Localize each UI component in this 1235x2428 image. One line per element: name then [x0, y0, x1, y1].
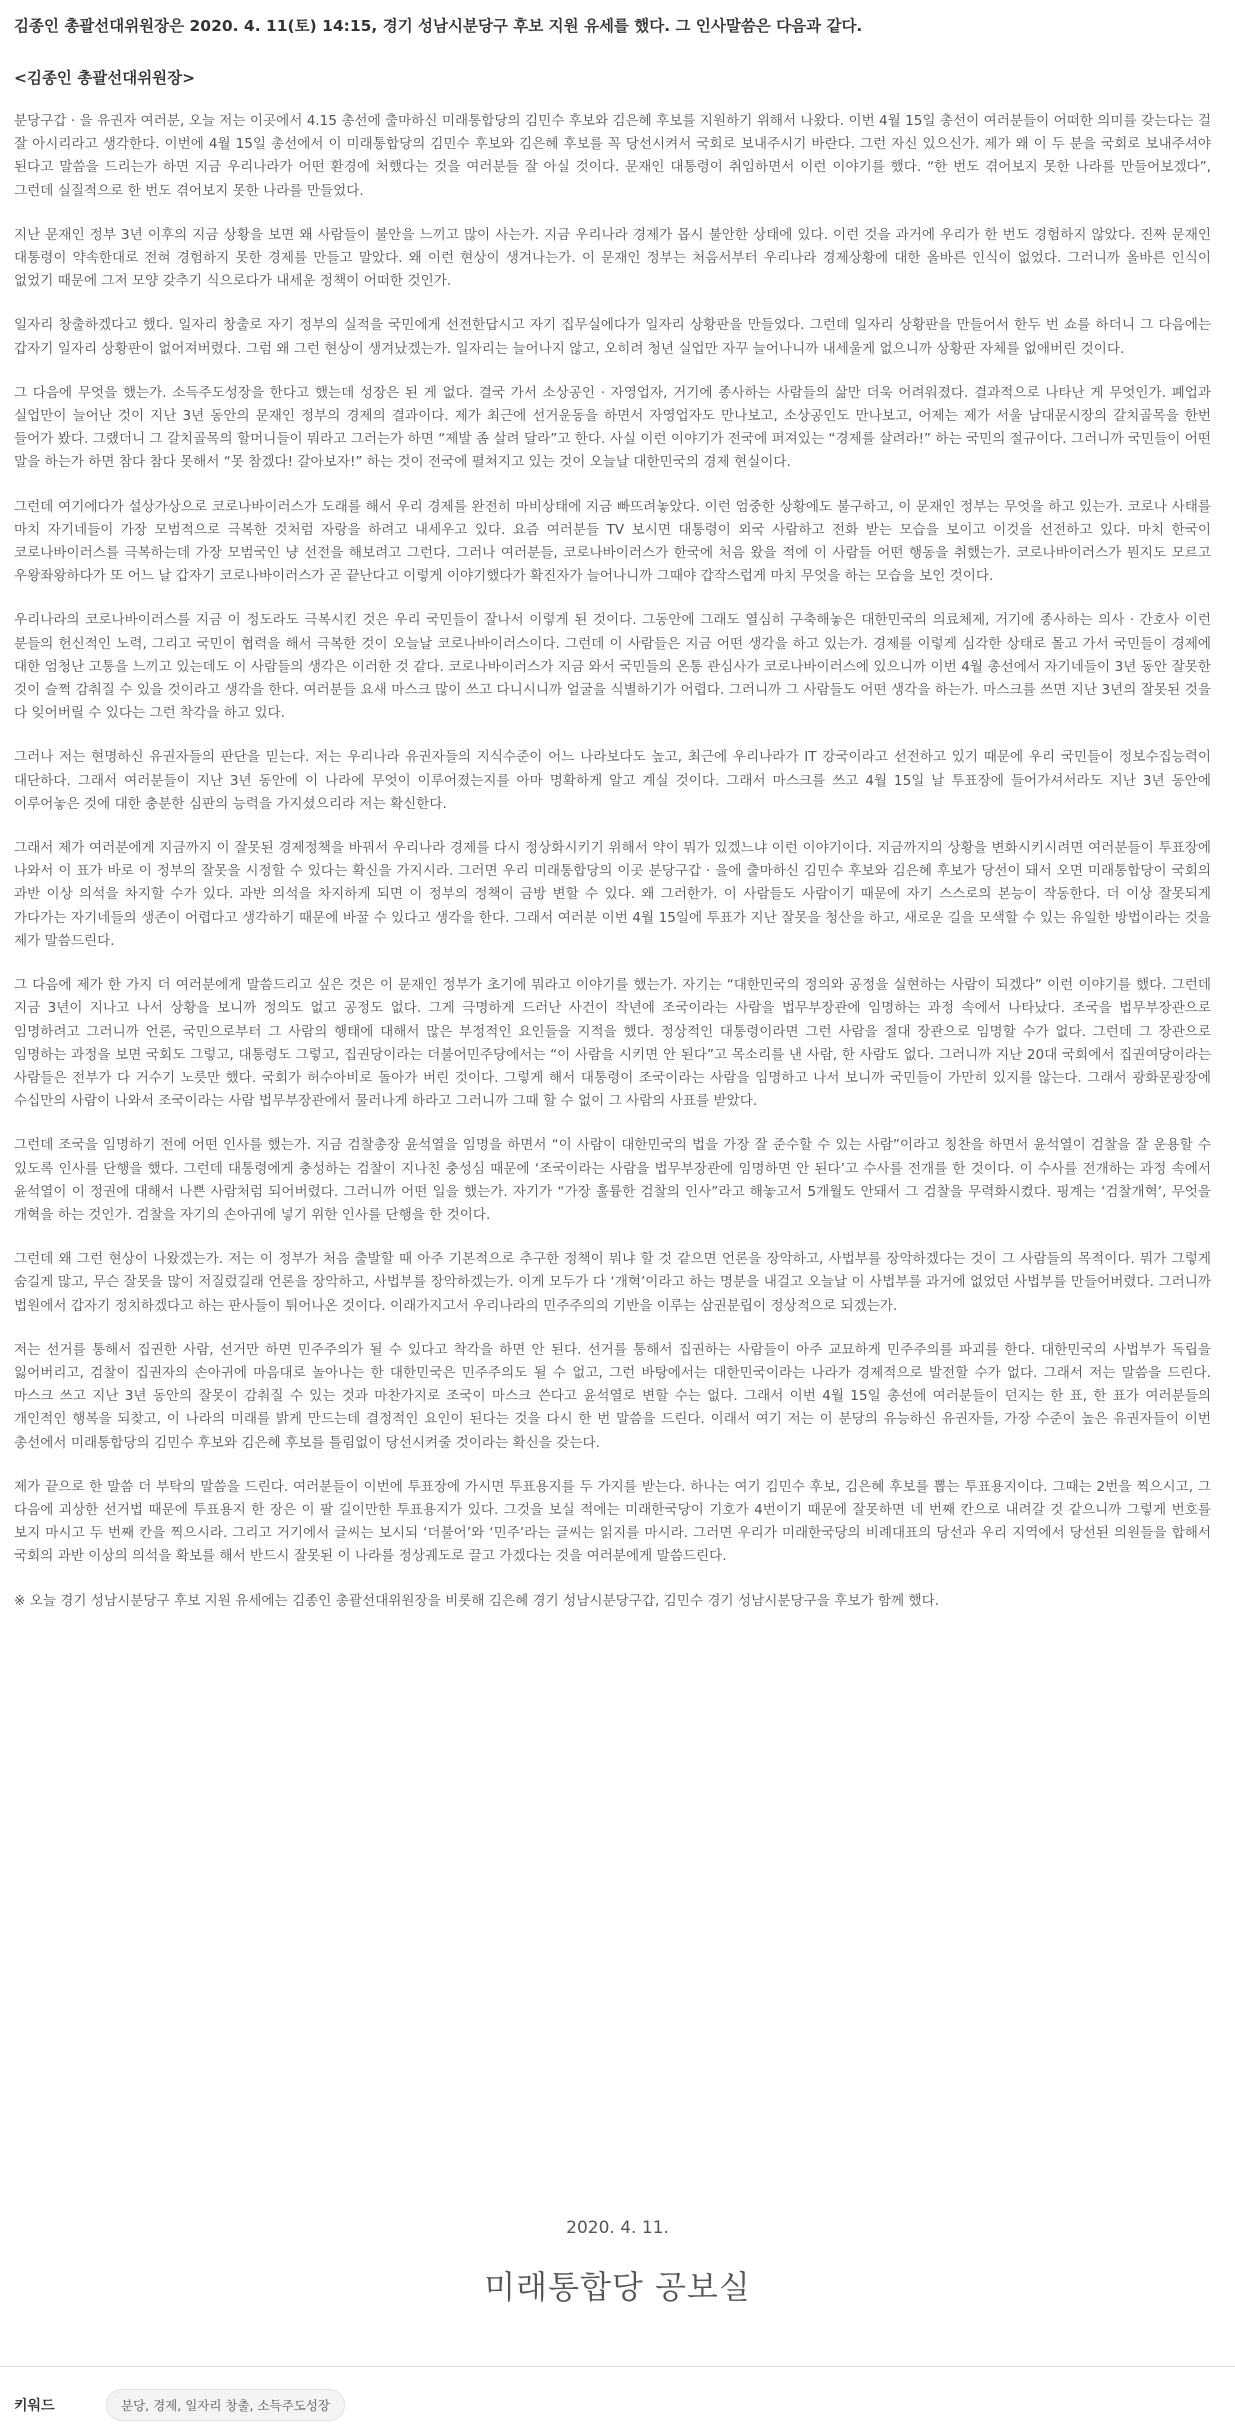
- keyword-tag[interactable]: 분당, 경제, 일자리 창출, 소득주도성장: [106, 2389, 345, 2421]
- paragraph: 그런데 여기에다가 설상가상으로 코로나바이러스가 도래를 해서 우리 경제를 완전히 마비상태에 지금 빠뜨려놓았다. 이런 엄중한 상황에도 불구하고, 이 문재인 정부는 무엇을 하고 있는가. 코로나 사태를 마치 자기네들이 가장 모범적으로 극복한 것처럼 자랑을 하려고 내세우고 있다. 요즘 여러분들 TV 보시면 대통령이 외국 사람하고 전화 받는 모습을 보이고 이것을 선전하고 있다. 마치 한국이 코로나바이러스를 극복하는데 가장 모범국인 냥 선전을 해보려고 그런다. 그러나 여러분들, 코로나바이러스가 한국에 처음 왔을 적에 이 사람들 어떤 행동을 취했는가. 코로나바이러스가 뭔지도 모르고 우왕좌왕하다가 또 어느 날 갑자기 코로나바이러스가 곧 끝난다고 이렇게 이야기했다가 확진자가 늘어나니까 그때야 갑작스럽게 마치 무엇을 하는 모습을 보인 것이다.: [14, 498, 1211, 585]
- speech-body: [14, 110, 1211, 1613]
- issuer-signature: 미래통합당 공보실: [484, 2268, 751, 2306]
- paragraph: 그 다음에 제가 한 가지 더 여러분에게 말씀드리고 싶은 것은 이 문재인 정부가 초기에 뭐라고 이야기를 했는가. 자기는 “대한민국의 정의와 공정을 실현하는 사람이 되겠다” 이런 이야기를 했다. 그런데 지금 3년이 지나고 나서 상황을 보니까 정의도 없고 공정도 없다. 그게 극명하게 드러난 사건이 작년에 조국이라는 사람을 법무부장관에 임명하는 과정 속에서 나타났다. 조국을 법무부장관으로 임명하려고 그러니까 언론, 국민으로부터 그 사람의 행태에 대해서 많은 부정적인 요인들을 지적을 했다. 정상적인 대통령이라면 그런 사람을 절대 장관으로 임명할 수가 없다. 그런데 그 장관으로 임명하는 과정을 보면 국회도 그렇고, 대통령도 그렇고, 집권당이라는 더불어민주당에서는 “이 사람을 시키면 안 된다”고 목소리를 낸 사람, 한 사람도 없다. 그러니까 지난 20대 국회에서 집권여당이라는 사람들은 전부가 다 거수기 노릇만 했다. 국회가 허수아비로 돌아가 버린 것이다. 그렇게 해서 대통령이 조국이라는 사람을 임명하고 나서 보니까 국민들이 가만히 있지를 않는다. 그래서 광화문광장에 수십만의 사람이 나와서 조국이라는 사람 법무부장관에서 물러나게 하라고 그러니까 그때 할 수 없이 그 사람의 사표를 받았다.: [14, 977, 1211, 1110]
- divider: [0, 2366, 1235, 2367]
- release-date: 2020. 4. 11.: [566, 2218, 669, 2238]
- paragraph: 그런데 왜 그런 현상이 나왔겠는가. 저는 이 정부가 처음 출발할 때 아주 기본적으로 추구한 정책이 뭐냐 할 것 같으면 언론을 장악하고, 사법부를 장악하겠다는 것이 그 사람들의 목적이다. 뭐가 그렇게 숨길게 많고, 무슨 잘못을 많이 저질렀길래 언론을 장악하고, 사법부를 장악하겠는가. 이게 모두가 다 ‘개혁’이라고 하는 명분을 내걸고 오늘날 이 사법부를 과거에 없었던 사법부를 만들어버렸다. 그러니까 법원에서 갑자기 정치하겠다고 하는 판사들이 튀어나온 것이다. 이래가지고서 우리나라의 민주주의의 기반을 이루는 삼권분립이 정상적으로 되겠는가.: [14, 1251, 1211, 1314]
- intro-line: 김종인 총괄선대위원장은 2020. 4. 11(토) 14:15, 경기 성남시분당구 후보 지원 유세를 했다. 그 인사말씀은 다음과 같다.: [14, 17, 863, 35]
- paragraph: 그 다음에 무엇을 했는가. 소득주도성장을 한다고 했는데 성장은 된 게 없다. 결국 가서 소상공인 · 자영업자, 거기에 종사하는 사람들의 삶만 더욱 어려워졌다. 결과적으로 나타난 게 무엇인가. 폐업과 실업만이 늘어난 것이 지난 3년 동안의 문재인 정부의 경제의 결과이다. 제가 최근에 선거운동을 하면서 자영업자도 만나보고, 소상공인도 만나보고, 어제는 제가 서울 남대문시장의 갈치골목을 한번 들어가 봤다. 그랬더니 그 갈치골목의 할머니들이 뭐라고 그러는가 하면 “제발 좀 살려 달라”고 한다. 사실 이런 이야기가 전국에 퍼져있는 “경제를 살려라!” 하는 국민의 절규이다. 그러니까 국민들이 어떤 말을 하는가 하면 참다 참다 못해서 “못 참겠다! 갈아보자!” 하는 것이 전국에 펼쳐지고 있는 것이 오늘날 대한민국의 경제 현실이다.: [14, 384, 1211, 471]
- footnote-paragraph: ※ 오늘 경기 성남시분당구 후보 지원 유세에는 김종인 총괄선대위원장을 비롯해 김은혜 경기 성남시분당구갑, 김민수 경기 성남시분당구을 후보가 함께 했다.: [14, 1592, 940, 1609]
- paragraph: 우리나라의 코로나바이러스를 지금 이 정도라도 극복시킨 것은 우리 국민들이 잘나서 이렇게 된 것이다. 그동안에 그래도 열심히 구축해놓은 대한민국의 의료체제, 거기에 종사하는 의사 · 간호사 이런 분들의 헌신적인 노력, 그리고 국민이 협력을 해서 극복한 것이 오늘날 코로나바이러스이다. 그런데 이 사람들은 지금 어떤 생각을 하고 있는가. 경제를 이렇게 심각한 상태로 몰고 가서 국민들이 경제에 대한 엄청난 고통을 느끼고 있는데도 이 사람들의 생각은 이러한 것 같다. 코로나바이러스가 지금 와서 국민들의 온통 관심사가 코로나바이러스에 있으니까 이번 4월 총선에서 자기네들이 3년 동안 잘못한 것이 슬쩍 감춰질 수 있을 것이라고 생각을 한다. 여러분들 요새 마스크 많이 쓰고 다니시니까 얼굴을 식별하기가 어렵다. 그러니까 그 사람들도 어떤 생각을 하는가. 마스크를 쓰면 지난 3년의 잘못된 것을 다 잊어버릴 수 있다는 그런 착각을 하고 있다.: [14, 612, 1211, 722]
- paragraph: 제가 끝으로 한 말씀 더 부탁의 말씀을 드린다. 여러분들이 이번에 투표장에 가시면 투표용지를 두 가지를 받는다. 하나는 여기 김민수 후보, 김은혜 후보를 뽑는 투표용지이다. 그때는 2번을 찍으시고, 그 다음에 괴상한 선거법 때문에 투표용지 한 장은 이 팔 길이만한 투표용지가 있다. 그것을 보실 적에는 미래한국당이 기호가 4번이기 때문에 잘못하면 네 번째 칸으로 내려갈 것 같으니까 그렇게 번호를 보지 마시고 두 번째 칸을 찍으시라. 그리고 거기에서 글씨는 보시되 ‘더불어’와 ‘민주’라는 글씨는 읽지를 마시라. 그러면 우리가 미래한국당의 비례대표의 당선과 우리 지역에서 당선된 의원들을 합해서 국회의 과반 이상의 의석을 확보를 해서 반드시 잘못된 이 나라를 정상궤도로 끌고 가겠다는 것을 여러분에게 말씀드린다.: [14, 1478, 1211, 1565]
- press-release-header: [14, 14, 1211, 90]
- speaker-label: <김종인 총괄선대위원장>: [14, 69, 196, 87]
- paragraph: 분당구갑 · 을 유권자 여러분, 오늘 저는 이곳에서 4.15 총선에 출마하신 미래통합당의 김민수 후보와 김은혜 후보를 지원하기 위해서 나왔다. 이번 4월 15일 총선이 여러분들이 어떠한 의미를 갖는다는 걸 잘 아시리라고 생각한다. 이번에 4월 15일 총선에서 이 미래통합당의 김민수 후보와 김은혜 후보를 꼭 당선시켜서 국회로 보내주시기 바란다. 그런 자신 있으신가. 제가 왜 이 두 분을 국회로 보내주셔야 된다고 말씀을 드리는가 하면 지금 우리나라가 어떤 환경에 처했다는 것을 여러분들 잘 아실 것이다. 문재인 대통령이 취임하면서 이런 이야기를 했다. “한 번도 겪어보지 못한 나라를 만들어보겠다”, 그런데 실질적으로 한 번도 겪어보지 못한 나라를 만들었다.: [14, 113, 1211, 199]
- keyword-section: [14, 2388, 345, 2422]
- paragraph: 그래서 제가 여러분에게 지금까지 이 잘못된 경제정책을 바꿔서 우리나라 경제를 다시 정상화시키기 위해서 약이 뭐가 있겠느냐 이런 이야기이다. 지금까지의 상황을 변화시키시려면 여러분들이 투표장에 나와서 이 표가 바로 이 정부의 잘못을 시정할 수 있다는 확신을 가지시라. 그러면 우리 미래통합당의 이곳 분당구갑 · 을에 출마하신 김민수 후보와 김은혜 후보가 당선이 돼서 오면 미래통합당이 국회의 과반 이상 의석을 차지할 수가 있다. 과반 의석을 차지하게 되면 이 정부의 정책이 금방 변할 수 있다. 왜 그러한가. 이 사람들도 사람이기 때문에 자기 스스로의 본능이 작동한다. 더 이상 잘못되게 가다가는 자기네들의 생존이 어렵다고 생각하기 때문에 바꿀 수 있다고 생각을 한다. 그래서 여러분 이번 4월 15일에 투표가 지난 잘못을 청산을 하고, 새로운 길을 모색할 수 있는 유일한 방법이라는 것을 제가 말씀드린다.: [14, 840, 1211, 949]
- paragraph: 저는 선거를 통해서 집권한 사람, 선거만 하면 민주주의가 될 수 있다고 착각을 하면 안 된다. 선거를 통해서 집권하는 사람들이 아주 교묘하게 민주주의를 파괴를 한다. 대한민국의 사법부가 독립을 잃어버리고, 검찰이 집권자의 손아귀에 마음대로 놀아나는 한 대한민국은 민주주의도 될 수 없고, 그런 바탕에서는 대한민국이라는 나라가 경제적으로 발전할 수가 없다. 그래서 저는 말씀을 드린다. 마스크 쓰고 지난 3년 동안의 잘못이 감춰질 수 있는 것과 마찬가지로 조국이 마스크 쓴다고 윤석열로 변할 수는 없다. 그래서 이번 4월 15일 총선에 여러분들이 던지는 한 표, 한 표가 여러분들의 개인적인 행복을 되찾고, 이 나라의 미래를 밝게 만드는데 결정적인 요인이 된다는 것을 다시 한 번 말씀을 드린다. 이래서 여기 저는 이 분당의 유능하신 유권자들, 가장 수준이 높은 유권자들이 이번 총선에서 미래통합당의 김민수 후보와 김은혜 후보를 틀림없이 당선시켜줄 것이라는 확신을 갖는다.: [14, 1341, 1211, 1451]
- paragraph: 지난 문재인 정부 3년 이후의 지금 상황을 보면 왜 사람들이 불안을 느끼고 많이 사는가. 지금 우리나라 경제가 몹시 불안한 상태에 있다. 이런 것을 과거에 우리가 한 번도 경험하지 않았다. 진짜 문재인 대통령이 약속한대로 전혀 경험하지 못한 경제를 만들고 말았다. 왜 이런 현상이 생겨나는가. 이 문재인 정부는 처음서부터 우리나라 경제상황에 대한 올바른 인식이 없었다. 그러니까 올바른 인식이 없었기 때문에 그저 모양 갖추기 식으로다가 내세운 정책이 어떠한 것인가.: [14, 226, 1211, 290]
- keyword-label: 키워드: [14, 2398, 55, 2414]
- paragraph: 그러나 저는 현명하신 유권자들의 판단을 믿는다. 저는 우리나라 유권자들의 지식수준이 어느 나라보다도 높고, 최근에 우리나라가 IT 강국이라고 선전하고 있기 때문에 우리 국민들이 정보수집능력이 대단하다. 그래서 여러분들이 지난 3년 동안에 이 나라에 무엇이 이루어졌는지를 아마 명확하게 알고 계실 것이다. 그래서 마스크를 쓰고 4월 15일 날 투표장에 들어가셔서라도 지난 3년 동안에 이루어놓은 것에 대한 충분한 심판의 능력을 가지셨으리라 저는 확신한다.: [14, 749, 1211, 812]
- paragraph: 그런데 조국을 임명하기 전에 어떤 인사를 했는가. 지금 검찰총장 윤석열을 임명을 하면서 “이 사람이 대한민국의 법을 가장 잘 준수할 수 있는 사람”이라고 칭찬을 하면서 윤석열이 검찰을 잘 운용할 수 있도록 인사를 단행을 했다. 그런데 대통령에게 충성하는 검찰이 지나친 충성심 때문에 ‘조국이라는 사람을 법무부장관에 임명하면 안 된다’고 수사를 전개를 한 것이다. 이 수사를 전개하는 과정 속에서 윤석열이 이 정권에 대해서 나쁜 사람처럼 되어버렸다. 그러니까 어떤 일을 했는가. 자기가 “가장 훌륭한 검찰의 인사”라고 해놓고서 5개월도 안돼서 그 검찰을 무력화시켰다. 핑계는 ‘검찰개혁’, 무엇을 개혁을 하는 것인가. 검찰을 자기의 손아귀에 넣기 위한 인사를 단행을 한 것이다.: [14, 1137, 1211, 1223]
- paragraph: 일자리 창출하겠다고 했다. 일자리 창출로 자기 정부의 실적을 국민에게 선전한답시고 자기 집무실에다가 일자리 상황판을 만들었다. 그런데 일자리 상황판을 만들어서 한두 번 쇼를 하더니 그 다음에는 갑자기 일자리 상황판이 없어져버렸다. 그럼 왜 그런 현상이 생겨났겠는가. 일자리는 늘어나지 않고, 오히려 청년 실업만 자꾸 늘어나니까 내세울게 없으니까 상황판 자체를 없애버린 것이다.: [14, 317, 1211, 357]
